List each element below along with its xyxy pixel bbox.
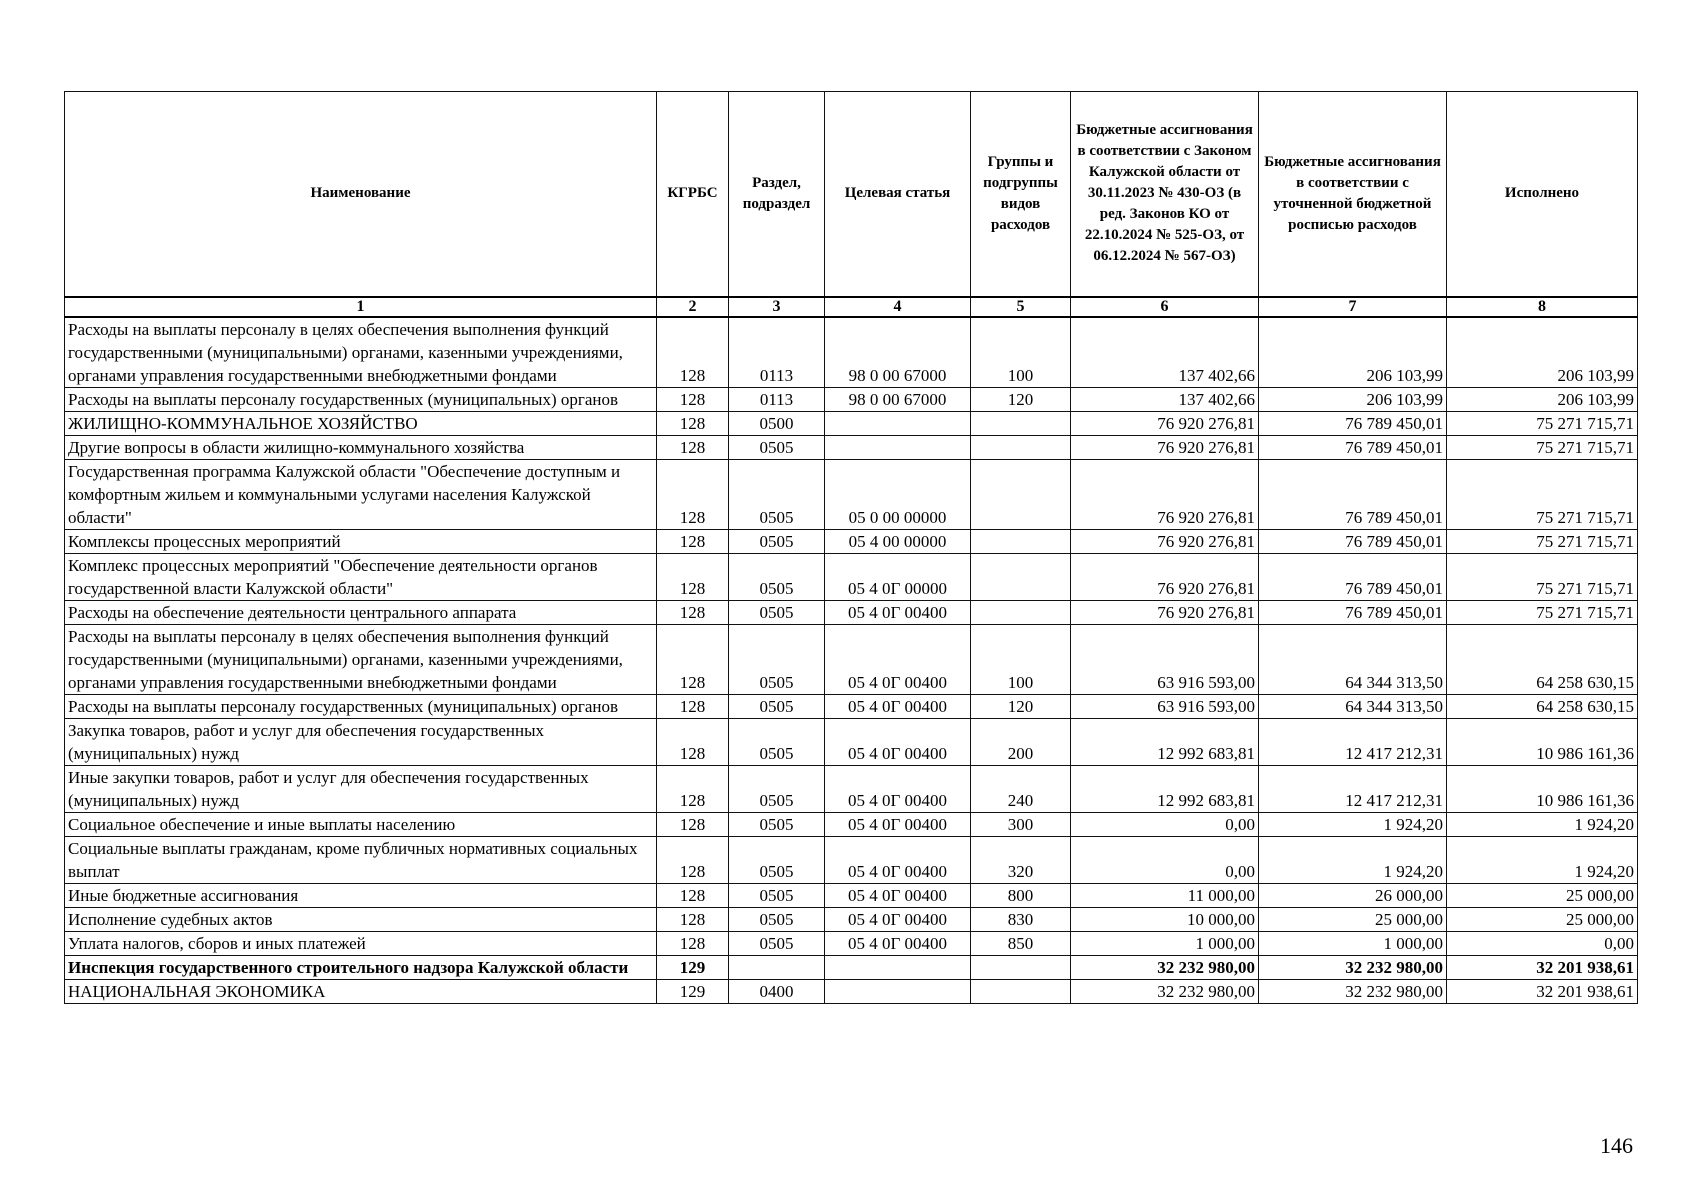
row-kgrbs: 128 bbox=[657, 553, 729, 600]
row-law-amount: 1 000,00 bbox=[1071, 931, 1259, 955]
header-refined: Бюджетные ассигнования в соответствии с уточненной бюджетной росписью расходов bbox=[1259, 92, 1447, 297]
table-row bbox=[65, 411, 1638, 435]
row-executed-amount: 0,00 bbox=[1447, 931, 1638, 955]
row-group bbox=[971, 435, 1071, 459]
row-group: 320 bbox=[971, 836, 1071, 883]
row-name: Иные закупки товаров, работ и услуг для обеспечения государственных (муниципальных) нужд bbox=[65, 765, 657, 812]
row-executed-amount: 64 258 630,15 bbox=[1447, 624, 1638, 694]
table-row bbox=[65, 955, 1638, 979]
row-law-amount: 137 402,66 bbox=[1071, 387, 1259, 411]
row-executed-amount: 10 986 161,36 bbox=[1447, 718, 1638, 765]
row-kgrbs: 128 bbox=[657, 317, 729, 388]
column-number: 3 bbox=[729, 297, 825, 317]
row-group bbox=[971, 553, 1071, 600]
row-law-amount: 76 920 276,81 bbox=[1071, 553, 1259, 600]
header-name: Наименование bbox=[65, 92, 657, 297]
row-group bbox=[971, 459, 1071, 529]
row-executed-amount: 75 271 715,71 bbox=[1447, 529, 1638, 553]
row-group: 200 bbox=[971, 718, 1071, 765]
row-executed-amount: 1 924,20 bbox=[1447, 812, 1638, 836]
row-executed-amount: 206 103,99 bbox=[1447, 387, 1638, 411]
row-name: Исполнение судебных актов bbox=[65, 907, 657, 931]
row-law-amount: 76 920 276,81 bbox=[1071, 600, 1259, 624]
row-law-amount: 137 402,66 bbox=[1071, 317, 1259, 388]
row-kgrbs: 128 bbox=[657, 624, 729, 694]
row-executed-amount: 25 000,00 bbox=[1447, 883, 1638, 907]
row-law-amount: 32 232 980,00 bbox=[1071, 979, 1259, 1003]
table-row bbox=[65, 765, 1638, 812]
page-number: 146 bbox=[1600, 1133, 1633, 1158]
row-refined-amount: 1 924,20 bbox=[1259, 812, 1447, 836]
row-refined-amount: 25 000,00 bbox=[1259, 907, 1447, 931]
row-section: 0505 bbox=[729, 694, 825, 718]
row-section: 0505 bbox=[729, 883, 825, 907]
row-kgrbs: 128 bbox=[657, 718, 729, 765]
row-kgrbs: 128 bbox=[657, 836, 729, 883]
row-section: 0505 bbox=[729, 529, 825, 553]
column-number: 1 bbox=[65, 297, 657, 317]
row-refined-amount: 1 000,00 bbox=[1259, 931, 1447, 955]
row-executed-amount: 75 271 715,71 bbox=[1447, 553, 1638, 600]
row-executed-amount: 206 103,99 bbox=[1447, 317, 1638, 388]
row-refined-amount: 32 232 980,00 bbox=[1259, 979, 1447, 1003]
row-target bbox=[825, 411, 971, 435]
row-group: 120 bbox=[971, 694, 1071, 718]
row-group bbox=[971, 529, 1071, 553]
table-row bbox=[65, 553, 1638, 600]
row-name: Расходы на выплаты персоналу в целях обеспечения выполнения функций государственными (муниципальными) органами, казенными учреждениями, органами управления государственными внебюджетными фондами bbox=[65, 317, 657, 388]
row-target bbox=[825, 979, 971, 1003]
row-section: 0505 bbox=[729, 718, 825, 765]
row-law-amount: 0,00 bbox=[1071, 812, 1259, 836]
row-refined-amount: 76 789 450,01 bbox=[1259, 459, 1447, 529]
row-section: 0505 bbox=[729, 435, 825, 459]
column-number: 5 bbox=[971, 297, 1071, 317]
row-section: 0505 bbox=[729, 624, 825, 694]
row-law-amount: 63 916 593,00 bbox=[1071, 694, 1259, 718]
column-number: 6 bbox=[1071, 297, 1259, 317]
row-name: Социальные выплаты гражданам, кроме публичных нормативных социальных выплат bbox=[65, 836, 657, 883]
row-target: 05 4 0Г 00400 bbox=[825, 812, 971, 836]
row-target: 98 0 00 67000 bbox=[825, 387, 971, 411]
table-row bbox=[65, 931, 1638, 955]
row-target: 05 4 0Г 00000 bbox=[825, 553, 971, 600]
row-law-amount: 32 232 980,00 bbox=[1071, 955, 1259, 979]
row-executed-amount: 64 258 630,15 bbox=[1447, 694, 1638, 718]
row-law-amount: 63 916 593,00 bbox=[1071, 624, 1259, 694]
column-number: 8 bbox=[1447, 297, 1638, 317]
row-law-amount: 11 000,00 bbox=[1071, 883, 1259, 907]
row-target: 05 4 0Г 00400 bbox=[825, 718, 971, 765]
row-kgrbs: 128 bbox=[657, 529, 729, 553]
row-kgrbs: 129 bbox=[657, 955, 729, 979]
row-section: 0505 bbox=[729, 836, 825, 883]
table-row bbox=[65, 624, 1638, 694]
table-row bbox=[65, 435, 1638, 459]
row-name: НАЦИОНАЛЬНАЯ ЭКОНОМИКА bbox=[65, 979, 657, 1003]
row-section: 0400 bbox=[729, 979, 825, 1003]
row-section: 0113 bbox=[729, 387, 825, 411]
header-section: Раздел, подраздел bbox=[729, 92, 825, 297]
row-refined-amount: 12 417 212,31 bbox=[1259, 765, 1447, 812]
row-section: 0500 bbox=[729, 411, 825, 435]
column-number: 2 bbox=[657, 297, 729, 317]
row-group: 120 bbox=[971, 387, 1071, 411]
row-section: 0505 bbox=[729, 931, 825, 955]
row-name: Комплексы процессных мероприятий bbox=[65, 529, 657, 553]
column-number: 7 bbox=[1259, 297, 1447, 317]
row-refined-amount: 64 344 313,50 bbox=[1259, 694, 1447, 718]
row-name: Государственная программа Калужской области "Обеспечение доступным и комфортным жильем и коммунальными услугами населения Калужской области" bbox=[65, 459, 657, 529]
row-section: 0113 bbox=[729, 317, 825, 388]
row-target: 05 4 0Г 00400 bbox=[825, 836, 971, 883]
row-target: 05 0 00 00000 bbox=[825, 459, 971, 529]
header-row bbox=[65, 92, 1638, 297]
row-target: 05 4 0Г 00400 bbox=[825, 765, 971, 812]
row-section: 0505 bbox=[729, 765, 825, 812]
row-target: 05 4 00 00000 bbox=[825, 529, 971, 553]
table-body bbox=[65, 317, 1638, 1004]
row-name: Расходы на выплаты персоналу в целях обеспечения выполнения функций государственными (муниципальными) органами, казенными учреждениями, органами управления государственными внебюджетными фондами bbox=[65, 624, 657, 694]
row-law-amount: 76 920 276,81 bbox=[1071, 459, 1259, 529]
row-target: 05 4 0Г 00400 bbox=[825, 931, 971, 955]
row-name: Расходы на обеспечение деятельности центрального аппарата bbox=[65, 600, 657, 624]
row-refined-amount: 76 789 450,01 bbox=[1259, 435, 1447, 459]
column-number: 4 bbox=[825, 297, 971, 317]
row-kgrbs: 129 bbox=[657, 979, 729, 1003]
row-group bbox=[971, 411, 1071, 435]
row-section: 0505 bbox=[729, 553, 825, 600]
row-law-amount: 0,00 bbox=[1071, 836, 1259, 883]
row-name: Инспекция государственного строительного надзора Калужской области bbox=[65, 955, 657, 979]
row-target: 05 4 0Г 00400 bbox=[825, 624, 971, 694]
row-name: Закупка товаров, работ и услуг для обеспечения государственных (муниципальных) нужд bbox=[65, 718, 657, 765]
header-law: Бюджетные ассигнования в соответствии с Законом Калужской области от 30.11.2023 № 430-ОЗ (в ред. Законов КО от 22.10.2024 № 525-ОЗ, от 06.12.2024 № 567-ОЗ) bbox=[1071, 92, 1259, 297]
row-section: 0505 bbox=[729, 459, 825, 529]
row-refined-amount: 12 417 212,31 bbox=[1259, 718, 1447, 765]
table-row bbox=[65, 317, 1638, 388]
row-group: 850 bbox=[971, 931, 1071, 955]
table-row bbox=[65, 694, 1638, 718]
row-section: 0505 bbox=[729, 812, 825, 836]
row-refined-amount: 76 789 450,01 bbox=[1259, 411, 1447, 435]
row-law-amount: 76 920 276,81 bbox=[1071, 529, 1259, 553]
row-name: Социальное обеспечение и иные выплаты населению bbox=[65, 812, 657, 836]
column-number-row bbox=[65, 297, 1638, 317]
row-group bbox=[971, 600, 1071, 624]
row-refined-amount: 32 232 980,00 bbox=[1259, 955, 1447, 979]
row-kgrbs: 128 bbox=[657, 387, 729, 411]
row-name: Другие вопросы в области жилищно-коммунального хозяйства bbox=[65, 435, 657, 459]
row-executed-amount: 75 271 715,71 bbox=[1447, 459, 1638, 529]
row-kgrbs: 128 bbox=[657, 765, 729, 812]
row-executed-amount: 75 271 715,71 bbox=[1447, 435, 1638, 459]
row-target bbox=[825, 955, 971, 979]
row-group: 100 bbox=[971, 317, 1071, 388]
row-section: 0505 bbox=[729, 600, 825, 624]
row-refined-amount: 206 103,99 bbox=[1259, 387, 1447, 411]
row-group: 100 bbox=[971, 624, 1071, 694]
row-kgrbs: 128 bbox=[657, 883, 729, 907]
row-kgrbs: 128 bbox=[657, 907, 729, 931]
row-refined-amount: 76 789 450,01 bbox=[1259, 553, 1447, 600]
row-kgrbs: 128 bbox=[657, 435, 729, 459]
row-executed-amount: 32 201 938,61 bbox=[1447, 979, 1638, 1003]
row-refined-amount: 1 924,20 bbox=[1259, 836, 1447, 883]
row-refined-amount: 76 789 450,01 bbox=[1259, 600, 1447, 624]
row-name: Расходы на выплаты персоналу государственных (муниципальных) органов bbox=[65, 694, 657, 718]
row-refined-amount: 206 103,99 bbox=[1259, 317, 1447, 388]
row-kgrbs: 128 bbox=[657, 459, 729, 529]
header-target: Целевая статья bbox=[825, 92, 971, 297]
row-executed-amount: 25 000,00 bbox=[1447, 907, 1638, 931]
row-law-amount: 12 992 683,81 bbox=[1071, 718, 1259, 765]
row-name: ЖИЛИЩНО-КОММУНАЛЬНОЕ ХОЗЯЙСТВО bbox=[65, 411, 657, 435]
row-group bbox=[971, 979, 1071, 1003]
row-group: 300 bbox=[971, 812, 1071, 836]
row-name: Расходы на выплаты персоналу государственных (муниципальных) органов bbox=[65, 387, 657, 411]
row-executed-amount: 75 271 715,71 bbox=[1447, 411, 1638, 435]
header-executed: Исполнено bbox=[1447, 92, 1638, 297]
table-row bbox=[65, 836, 1638, 883]
row-target: 05 4 0Г 00400 bbox=[825, 907, 971, 931]
row-executed-amount: 1 924,20 bbox=[1447, 836, 1638, 883]
table-row bbox=[65, 718, 1638, 765]
header-kgrbs: КГРБС bbox=[657, 92, 729, 297]
row-target bbox=[825, 435, 971, 459]
row-law-amount: 76 920 276,81 bbox=[1071, 435, 1259, 459]
row-section: 0505 bbox=[729, 907, 825, 931]
row-executed-amount: 10 986 161,36 bbox=[1447, 765, 1638, 812]
row-target: 05 4 0Г 00400 bbox=[825, 883, 971, 907]
row-group: 830 bbox=[971, 907, 1071, 931]
row-refined-amount: 76 789 450,01 bbox=[1259, 529, 1447, 553]
row-executed-amount: 32 201 938,61 bbox=[1447, 955, 1638, 979]
table-row bbox=[65, 387, 1638, 411]
row-kgrbs: 128 bbox=[657, 600, 729, 624]
table-row bbox=[65, 979, 1638, 1003]
row-group: 240 bbox=[971, 765, 1071, 812]
row-refined-amount: 64 344 313,50 bbox=[1259, 624, 1447, 694]
row-target: 05 4 0Г 00400 bbox=[825, 694, 971, 718]
row-law-amount: 76 920 276,81 bbox=[1071, 411, 1259, 435]
row-section bbox=[729, 955, 825, 979]
row-law-amount: 10 000,00 bbox=[1071, 907, 1259, 931]
header-groups: Группы и подгруппы видов расходов bbox=[971, 92, 1071, 297]
row-target: 05 4 0Г 00400 bbox=[825, 600, 971, 624]
table-row bbox=[65, 600, 1638, 624]
row-group: 800 bbox=[971, 883, 1071, 907]
row-kgrbs: 128 bbox=[657, 812, 729, 836]
row-name: Комплекс процессных мероприятий "Обеспечение деятельности органов государственной власти Калужской области" bbox=[65, 553, 657, 600]
row-kgrbs: 128 bbox=[657, 931, 729, 955]
row-law-amount: 12 992 683,81 bbox=[1071, 765, 1259, 812]
table-row bbox=[65, 883, 1638, 907]
table-row bbox=[65, 459, 1638, 529]
budget-table bbox=[64, 91, 1638, 1004]
row-target: 98 0 00 67000 bbox=[825, 317, 971, 388]
table-row bbox=[65, 907, 1638, 931]
table-row bbox=[65, 529, 1638, 553]
row-name: Уплата налогов, сборов и иных платежей bbox=[65, 931, 657, 955]
row-name: Иные бюджетные ассигнования bbox=[65, 883, 657, 907]
row-kgrbs: 128 bbox=[657, 694, 729, 718]
row-group bbox=[971, 955, 1071, 979]
row-executed-amount: 75 271 715,71 bbox=[1447, 600, 1638, 624]
row-kgrbs: 128 bbox=[657, 411, 729, 435]
row-refined-amount: 26 000,00 bbox=[1259, 883, 1447, 907]
table-row bbox=[65, 812, 1638, 836]
